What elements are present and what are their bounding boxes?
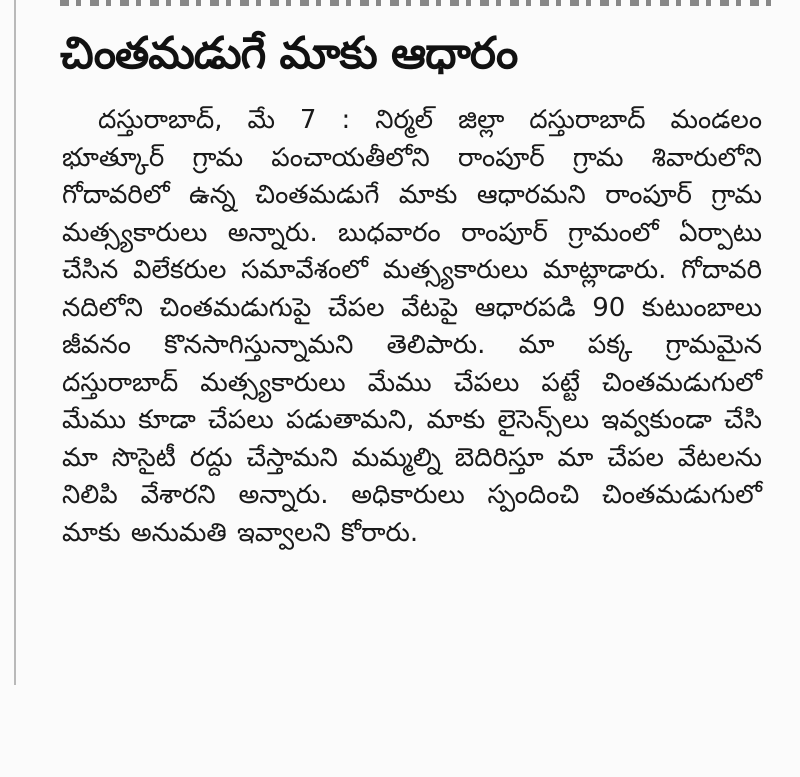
article-headline: చింతమడుగే మాకు ఆధారం [60, 28, 518, 79]
cropped-previous-text-line [60, 0, 780, 6]
article-dateline: దస్తురాబాద్, మే 7 : [98, 105, 351, 135]
article-text: నిర్మల్ జిల్లా దస్తురాబాద్ మండలం భూత్కూర్ గ్రామ పంచాయతీలోని రాంపూర్ గ్రామ శివారులోని గోదావరిలో ఉన్న చింతమడుగే మాకు ఆధారమని రాంపూర్ గ్రామ మత్స్యకారులు అన్నారు. బుధవారం రాంపూర్ గ్రామంలో ఏర్పాటు చేసిన విలేకరుల సమావేశంలో మత్స్యకారులు మాట్లాడారు. గోదావరి నదిలోని చింతమడుగుపై చేపల వేటపై ఆధారపడి 90 కుటుంబాలు జీవనం కొనసాగిస్తున్నామని తెలిపారు. మా పక్క గ్రామమైన దస్తురాబాద్ మత్స్యకారులు మేము చేపలు పట్టే చింతమడుగులో మేము కూడా చేపలు పడుతామని, మాకు లైసెన్స్‌లు ఇవ్వకుండా చేసి మా సొసైటీ రద్దు చేస్తామని మమ్మల్ని బెదిరిస్తూ మా చేపల వేటలను నిలిపి వేశారని అన్నారు. అధికారులు స్పందించి చింతమడుగులో మాకు అనుమతి ఇవ్వాలని కోరారు. [62, 105, 762, 548]
article-body [62, 102, 762, 552]
cropped-text-glyphs [60, 0, 780, 6]
column-divider [14, 0, 16, 685]
